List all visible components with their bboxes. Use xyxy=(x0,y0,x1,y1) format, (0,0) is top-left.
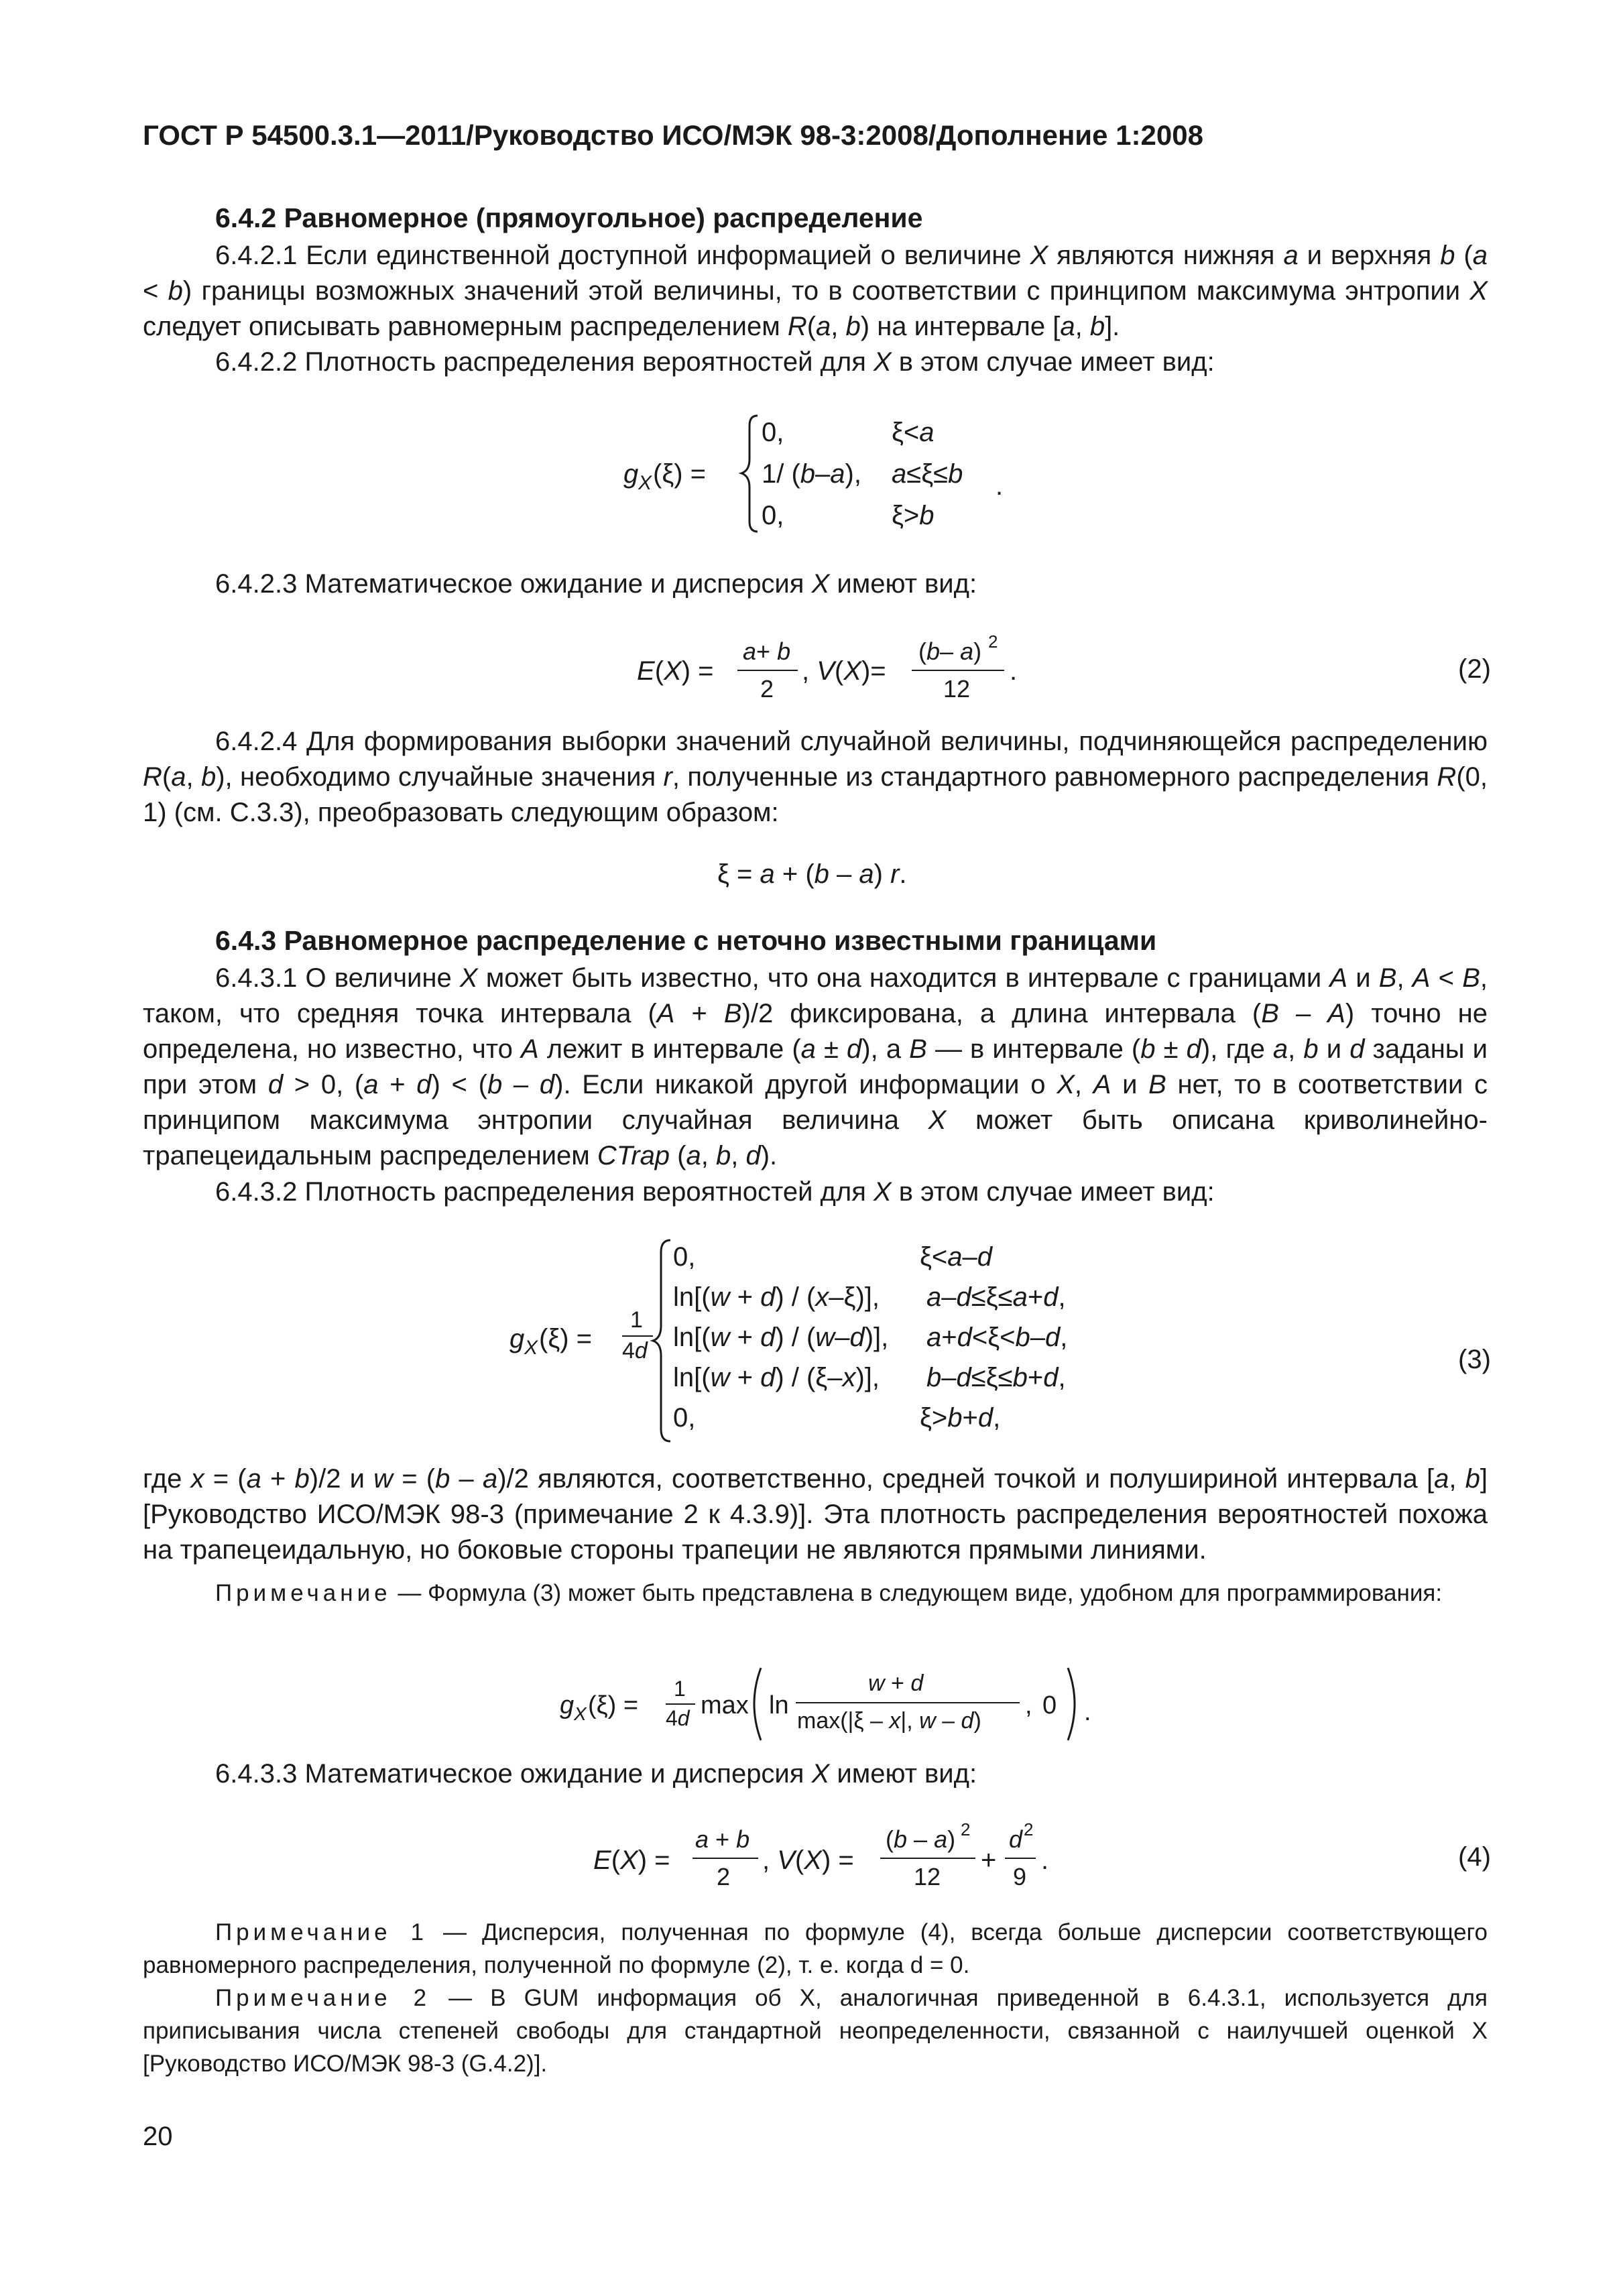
svg-text:a≤ξ≤b: a≤ξ≤b xyxy=(892,459,963,489)
svg-text:4d: 4d xyxy=(622,1338,648,1364)
formula-3 xyxy=(509,1227,1180,1448)
svg-text:0,: 0, xyxy=(673,1242,696,1272)
note-2-label: Примечание 2 xyxy=(215,1985,431,2011)
svg-text:ln: ln xyxy=(769,1691,789,1719)
svg-text:a + b: a + b xyxy=(695,1825,750,1853)
svg-text:2: 2 xyxy=(988,631,998,652)
svg-text:(ξ) =: (ξ) = xyxy=(539,1324,593,1353)
svg-text:1: 1 xyxy=(630,1307,643,1333)
svg-text:.: . xyxy=(1041,1846,1049,1875)
note-2 xyxy=(143,1982,1488,2080)
svg-text:9: 9 xyxy=(1013,1863,1027,1890)
svg-text:b–d≤ξ≤b+d,: b–d≤ξ≤b+d, xyxy=(926,1363,1066,1392)
svg-text:12: 12 xyxy=(914,1863,941,1890)
svg-text:w + d: w + d xyxy=(868,1671,924,1696)
svg-text:(b – a): (b – a) xyxy=(886,1825,956,1853)
svg-text:a+ b: a+ b xyxy=(743,638,791,665)
svg-text:1: 1 xyxy=(674,1677,686,1701)
formula-xi-transform: ξ = a + (b – a) r. xyxy=(717,859,907,889)
svg-text:2: 2 xyxy=(717,1863,731,1890)
svg-text:+: + xyxy=(981,1846,997,1875)
formula-uniform-density xyxy=(623,402,1026,543)
svg-text:ln[(w + d) / (ξ–x)],: ln[(w + d) / (ξ–x)], xyxy=(673,1363,880,1392)
equation-number-2: (2) xyxy=(1458,654,1491,684)
equation-number-3: (3) xyxy=(1458,1345,1491,1374)
note-1 xyxy=(143,1916,1488,1982)
formula-2 xyxy=(637,630,1039,717)
note-label: Примечание xyxy=(215,1580,392,1606)
equation-number-4: (4) xyxy=(1458,1842,1491,1872)
svg-text:max(|ξ – x|, w – d): max(|ξ – x|, w – d) xyxy=(797,1708,981,1734)
svg-text:a+d<ξ<b–d,: a+d<ξ<b–d, xyxy=(926,1323,1068,1352)
svg-text:g: g xyxy=(560,1691,575,1719)
svg-text:,: , xyxy=(1025,1691,1032,1719)
paragraph-6-4-2-1: 6.4.2.1 Если единственной доступной информацией о величине X являются нижняя a и верхняя b (a < b) границы возможных значений этой величины, то в соответствии с принципом максимума энтропии X следует описывать равномерным распределением R(a, b) на интервале [a, b]. xyxy=(143,241,1488,341)
svg-text:ξ>b+d,: ξ>b+d, xyxy=(920,1403,1001,1433)
section-title-6-4-2: 6.4.2 Равномерное (прямоугольное) распределение xyxy=(215,202,923,233)
paragraph-6-4-2-3: 6.4.2.3 Математическое ожидание и дисперсия X имеют вид: xyxy=(215,569,977,599)
svg-text:, V(X) =: , V(X) = xyxy=(762,1846,854,1875)
svg-text:.: . xyxy=(996,471,1004,501)
svg-text:0: 0 xyxy=(1042,1691,1057,1719)
paragraph-6-4-2-2: 6.4.2.2 Плотность распределения вероятностей для X в этом случае имеет вид: xyxy=(215,347,1215,377)
document-header: ГОСТ Р 54500.3.1—2011/Руководство ИСО/МЭК 98-3:2008/Дополнение 1:2008 xyxy=(143,119,1203,151)
svg-text:1/ (b–a),: 1/ (b–a), xyxy=(762,459,861,489)
svg-text:0,: 0, xyxy=(762,501,784,530)
svg-text:ln[(w + d) / (x–ξ)],: ln[(w + d) / (x–ξ)], xyxy=(673,1282,880,1312)
svg-text:(ξ) =: (ξ) = xyxy=(588,1691,639,1719)
svg-text:2: 2 xyxy=(961,1819,971,1839)
svg-text:4d: 4d xyxy=(666,1706,690,1730)
note-text: — Формула (3) может быть представлена в следующем виде, удобном для программирования: xyxy=(391,1580,1443,1606)
svg-text:ξ<a: ξ<a xyxy=(892,418,935,447)
paragraph-6-4-3-3: 6.4.3.3 Математическое ожидание и дисперсия X имеют вид: xyxy=(215,1759,977,1789)
section-title-6-4-3: 6.4.3 Равномерное распределение с неточно известными границами xyxy=(215,925,1157,956)
svg-text:a–d≤ξ≤a+d,: a–d≤ξ≤a+d, xyxy=(926,1282,1066,1312)
svg-text:ξ>b: ξ>b xyxy=(892,501,935,530)
formula-4 xyxy=(593,1817,1076,1904)
paragraph-6-4-2-4: 6.4.2.4 Для формирования выборки значений случайной величины, подчиняющейся распределению R(a, b), необходимо случайные значения r, полученные из стандартного равномерного распределения R(0, 1) (см. С.3.3), преобразовать следующим образом: xyxy=(143,727,1488,827)
svg-text:E(X) =: E(X) = xyxy=(593,1846,670,1875)
svg-text:2: 2 xyxy=(1024,1819,1034,1839)
paragraph-6-4-3-1: 6.4.3.1 О величине X может быть известно, что она находится в интервале с границами A и B, A < B, таком, что средняя точка интервала (A + B)/2 фиксирована, а длина интервала (B – A) точно не определена, но известно, что A лежит в интервале (a ± d), а B — в интервале (b ± d), где a, b и d заданы и при этом d > 0, (a + d) < (b – d). Если никакой другой информации о X, A и B нет, то в соответствии с принципом максимума энтропии случайная величина X может быть описана криволинейно-трапецеидальным распределением CTrap (a, b, d). xyxy=(143,963,1488,1170)
svg-text:X: X xyxy=(638,472,652,494)
svg-text:0,: 0, xyxy=(673,1403,696,1433)
svg-text:E(X) =: E(X) = xyxy=(637,656,714,686)
note-1-text: — Дисперсия, полученная по формуле (4), всегда больше дисперсии соответствующего равномерного распределения, полученной по формуле (2), т. е. когда d = 0. xyxy=(143,1919,1488,1978)
svg-text:.: . xyxy=(1084,1698,1091,1726)
note-2-text: — В GUM информация об X, аналогичная приведенной в 6.4.3.1, используется для приписывания числа степеней свободы для стандартной неопределенности, связанной с наилучшей оценкой X [Руководство ИСО/МЭК 98-3 (G.4.2)]. xyxy=(143,1985,1488,2077)
svg-text:.: . xyxy=(1010,656,1018,686)
svg-text:X: X xyxy=(524,1337,538,1359)
svg-text:, V(X)=: , V(X)= xyxy=(802,656,886,686)
svg-text:(ξ) =: (ξ) = xyxy=(653,459,707,489)
svg-text:2: 2 xyxy=(760,675,774,703)
note-formula-3 xyxy=(143,1577,1488,1610)
svg-text:d: d xyxy=(1009,1825,1023,1853)
svg-text:X: X xyxy=(574,1703,587,1724)
page-number: 20 xyxy=(143,2122,173,2151)
svg-text:g: g xyxy=(623,459,639,489)
svg-text:12: 12 xyxy=(943,675,971,703)
paragraph-6-4-3-2: 6.4.3.2 Плотность распределения вероятностей для X в этом случае имеет вид: xyxy=(215,1177,1215,1207)
svg-text:ξ<a–d: ξ<a–d xyxy=(920,1242,993,1272)
svg-text:max: max xyxy=(701,1691,749,1719)
svg-text:g: g xyxy=(509,1324,525,1353)
svg-text:ln[(w + d) / (w–d)],: ln[(w + d) / (w–d)], xyxy=(673,1323,889,1352)
note-1-label: Примечание 1 xyxy=(215,1919,428,1945)
svg-text:0,: 0, xyxy=(762,418,784,447)
svg-text:(b– a): (b– a) xyxy=(918,638,982,665)
formula-3-alt xyxy=(560,1656,1096,1750)
paragraph-6-4-3-2-explanation: где x = (a + b)/2 и w = (b – a)/2 являются, соответственно, средней точкой и полушириной интервала [a, b] [Руководство ИСО/МЭК 98-3 (примечание 2 к 4.3.9)]. Эта плотность распределения вероятностей похожа на трапецеидальную, но боковые стороны трапеции не являются прямыми линиями. xyxy=(143,1464,1488,1565)
